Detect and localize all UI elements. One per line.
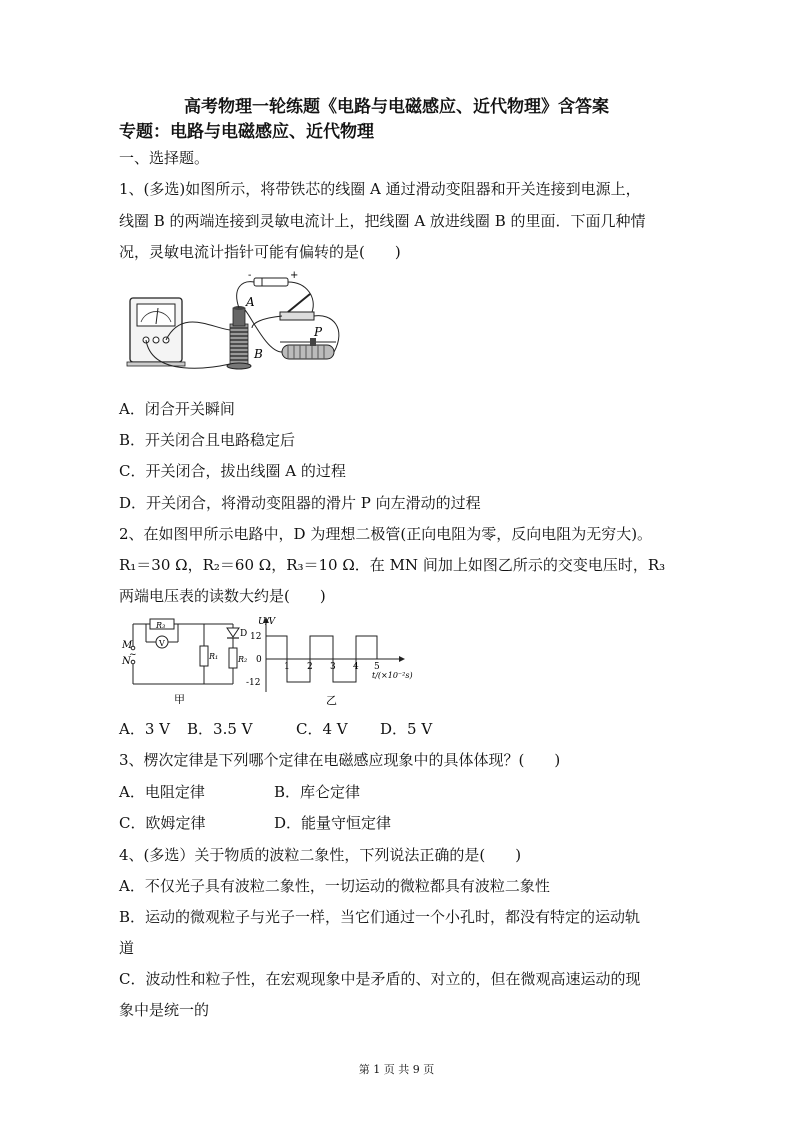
q2-voltage-time-graph [244, 612, 434, 707]
q1-text-line-3: 况，灵敏电流计指针可能有偏转的是( ) [119, 243, 401, 261]
page-title: 高考物理一轮练题《电路与电磁感应、近代物理》含答案 [184, 97, 609, 117]
label-m: M [122, 640, 133, 651]
switch [280, 294, 314, 320]
q4-option-a: A．不仅光子具有波粒二象性，一切运动的微粒都具有波粒二象性 [119, 877, 550, 895]
q2-option-d: D．5 V [380, 720, 433, 738]
graph-xtick-3: 3 [330, 662, 336, 672]
q3-text: 3、楞次定律是下列哪个定律在电磁感应现象中的具体体现？( ) [119, 751, 561, 769]
q2-text-line-3: 两端电压表的读数大约是( ) [119, 587, 326, 605]
q2-option-b: B．3.5 V [187, 720, 253, 738]
q4-option-b-line-2: 道 [119, 939, 135, 957]
q2-text-line-1: 2、在如图甲所示电路中，D 为理想二极管(正向电阻为零，反向电阻为无穷大)。 [119, 525, 653, 543]
label-minus: - [248, 270, 252, 281]
q3-option-d: D．能量守恒定律 [274, 814, 392, 832]
q2-text-line-2: R₁＝30 Ω，R₂＝60 Ω，R₃＝10 Ω．在 MN 间加上如图乙所示的交变电压时，R₃ [119, 556, 666, 574]
label-diode: D [240, 629, 248, 639]
section-heading: 一、选择题。 [119, 149, 210, 167]
q2-circuit-diagram [118, 612, 258, 704]
q1-text-line-1: 1、(多选)如图所示，将带铁芯的线圈 A 通过滑动变阻器和开关连接到电源上， [119, 180, 641, 198]
q1-text-line-2: 线圈 B 的两端连接到灵敏电流计上，把线圈 A 放进线圈 B 的里面．下面几种情 [119, 212, 646, 230]
q1-option-b: B．开关闭合且电路稳定后 [119, 431, 296, 449]
coil-a [233, 306, 245, 326]
label-r2: R₂ [238, 655, 248, 664]
q1-option-a: A．闭合开关瞬间 [119, 400, 235, 418]
graph-xtick-1: 1 [284, 662, 290, 672]
q4-option-c-line-1: C．波动性和粒子性，在宏观现象中是矛盾的、对立的，但在微观高速运动的现 [119, 970, 641, 988]
q4-option-b-line-1: B．运动的微观粒子与光子一样，当它们通过一个小孔时，都没有特定的运动轨 [119, 908, 641, 926]
page-subtitle: 专题：电路与电磁感应、近代物理 [119, 122, 374, 142]
label-coil-b: B [254, 347, 263, 361]
label-slider-p: P [314, 325, 323, 339]
q3-options-row-2 [119, 813, 391, 833]
graph-ytick-zero: 0 [256, 655, 262, 665]
label-r3: R₃ [156, 621, 166, 630]
graph-ylabel: U/V [258, 617, 276, 627]
rheostat [280, 338, 336, 359]
q2-option-c: C．4 V [296, 720, 348, 738]
q4-text: 4、(多选）关于物质的波粒二象性，下列说法正确的是( ) [119, 846, 522, 864]
caption-yi: 乙 [326, 694, 337, 707]
graph-xtick-2: 2 [307, 662, 313, 672]
label-coil-a: A [246, 295, 255, 309]
q2-options [119, 719, 432, 739]
q1-figure-induction-apparatus [122, 268, 347, 386]
q2-option-a: A．3 V [119, 720, 170, 738]
galvanometer [127, 298, 185, 366]
q4-option-c-line-2: 象中是统一的 [119, 1001, 210, 1019]
graph-xlabel: t/(×10⁻²s) [372, 671, 413, 680]
label-voltmeter: V [159, 639, 165, 648]
graph-xtick-5: 5 [374, 662, 380, 672]
ac-source-icon: ~ [129, 650, 137, 660]
label-n: N [122, 656, 131, 667]
graph-xtick-4: 4 [353, 662, 359, 672]
caption-jia: 甲 [174, 693, 185, 704]
graph-ytick-bottom: -12 [246, 678, 261, 688]
label-r1: R₁ [209, 652, 219, 661]
q1-option-d: D．开关闭合，将滑动变阻器的滑片 P 向左滑动的过程 [119, 494, 481, 512]
page-footer: 第 1 页 共 9 页 [358, 1063, 435, 1076]
label-plus: + [290, 270, 299, 281]
q3-option-a: A．电阻定律 [119, 783, 205, 801]
coil-b [227, 324, 251, 369]
battery [254, 278, 288, 286]
q3-options-row-1 [119, 782, 360, 802]
q3-option-c: C．欧姆定律 [119, 814, 206, 832]
q1-option-c: C．开关闭合，拔出线圈 A 的过程 [119, 462, 346, 480]
q3-option-b: B．库仑定律 [274, 783, 361, 801]
graph-ytick-top: 12 [250, 632, 262, 642]
